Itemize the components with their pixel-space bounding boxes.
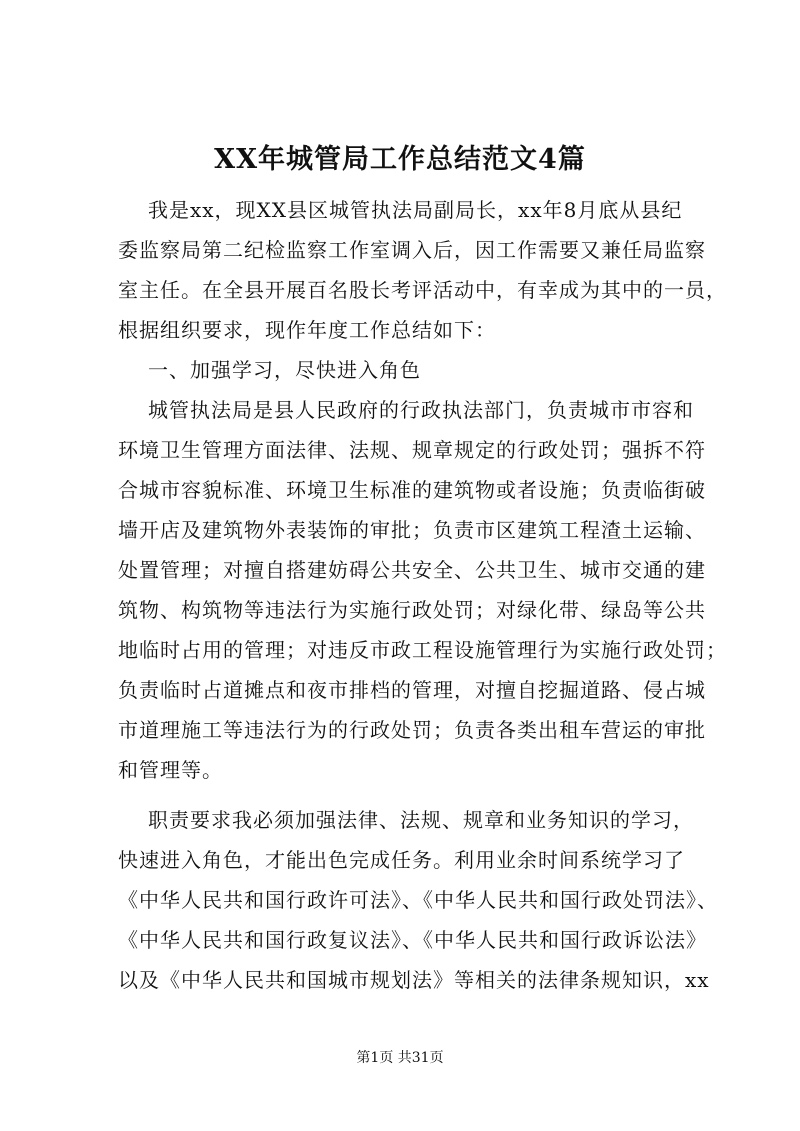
paragraph-line: 根据组织要求，现作年度工作总结如下： [118,318,496,342]
paragraph-line: 快速进入角色，才能出色完成任务。利用业余时间系统学习了 [118,848,685,872]
paragraph-line: 《中华人民共和国行政许可法》、《中华人民共和国行政处罚法》、 [118,888,718,912]
page-footer: 第1页 共31页 [356,1050,444,1066]
paragraph-line: 负责临时占道摊点和夜市排档的管理，对擅自挖掘道路、侵占城 [118,678,706,702]
paragraph-line: 职责要求我必须加强法律、法规、规章和业务知识的学习， [148,808,694,832]
paragraph-line: 合城市容貌标准、环境卫生标准的建筑物或者设施；负责临街破 [118,478,706,502]
paragraph-line: 城管执法局是县人民政府的行政执法部门，负责城市市容和 [148,398,694,422]
paragraph-line: 墙开店及建筑物外表装饰的审批；负责市区建筑工程渣土运输、 [118,518,706,542]
paragraph-line: 和管理等。 [118,758,223,782]
section-heading: 一、加强学习，尽快进入角色 [148,358,421,382]
paragraph-line: 处置管理；对擅自搭建妨碍公共安全、公共卫生、城市交通的建 [118,558,706,582]
paragraph-line: 《中华人民共和国行政复议法》、《中华人民共和国行政诉讼法》 [118,928,707,952]
paragraph-line: 我是xx，现XX县区城管执法局副局长，xx年8月底从县纪 [148,198,683,222]
document-title: XX年城管局工作总结范文4篇 [214,144,586,175]
paragraph-line: 市道理施工等违法行为的行政处罚；负责各类出租车营运的审批 [118,718,706,742]
paragraph-line: 委监察局第二纪检监察工作室调入后，因工作需要又兼任局监察 [118,238,706,262]
paragraph-line: 室主任。在全县开展百名股长考评活动中，有幸成为其中的一员， [118,278,727,302]
paragraph-line: 筑物、构筑物等违法行为实施行政处罚；对绿化带、绿岛等公共 [118,598,706,622]
paragraph-line: 以及《中华人民共和国城市规划法》等相关的法律条规知识，xx [118,968,710,992]
paragraph-line: 环境卫生管理方面法律、法规、规章规定的行政处罚；强拆不符 [118,438,706,462]
paragraph-line: 地临时占用的管理；对违反市政工程设施管理行为实施行政处罚； [118,638,727,662]
